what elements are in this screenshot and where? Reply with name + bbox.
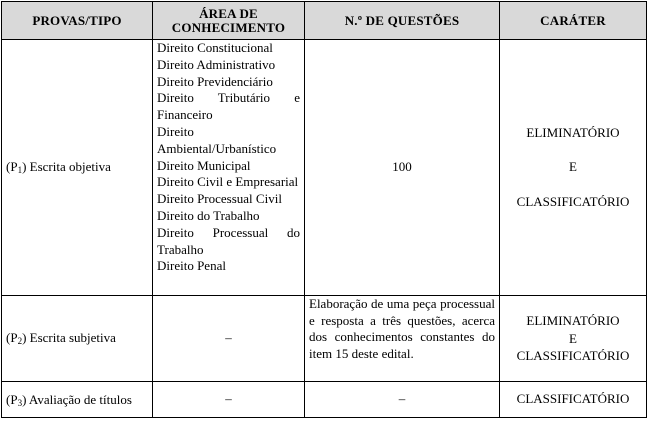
area-item: Direito Ambiental/Urbanístico <box>157 123 277 156</box>
exam-table <box>1 1 647 418</box>
row3-carater <box>500 382 647 418</box>
area-item: Direito Municipal <box>157 157 251 173</box>
row2-carater <box>500 296 647 382</box>
row2-questoes: Elaboração de uma peça processual e resposta a três questões, acerca dos conhecimentos constantes do item 15 deste edital. <box>305 296 500 382</box>
area-item: Direito Civil e Empresarial <box>157 174 299 190</box>
row1-tipo: $(P_1)$ Escrita objetiva <box>2 40 153 296</box>
carater-line: ELIMINATÓRIO <box>526 313 620 329</box>
area-item: Direito Penal <box>157 258 226 274</box>
table-row <box>2 296 647 382</box>
row3-tipo: $(P_3)$ Avaliação de títulos <box>2 382 153 418</box>
header-row <box>2 2 647 40</box>
area-item: Direito do Trabalho <box>157 207 260 223</box>
header-numero-questoes: N.º DE QUESTÕES <box>305 2 500 40</box>
area-item: Direito Processual do Trabalho <box>157 224 300 257</box>
carater-line: ELIMINATÓRIO <box>526 124 620 140</box>
area-item: Direito Constitucional <box>157 40 273 55</box>
area-item: Direito Administrativo <box>157 56 276 72</box>
table-row <box>2 382 647 418</box>
area-item: Direito Tributário e Financeiro <box>157 90 300 123</box>
carater-line: CLASSIFICATÓRIO <box>516 391 630 407</box>
carater-line: CLASSIFICATÓRIO <box>516 193 630 209</box>
header-area-line2: CONHECIMENTO <box>171 19 286 35</box>
row1-questoes: 100 <box>305 40 500 296</box>
row3-area: – <box>153 382 305 418</box>
header-provas-tipo: PROVAS/TIPO <box>2 2 153 40</box>
row1-carater <box>500 40 647 296</box>
area-item: Direito Processual Civil <box>157 191 282 207</box>
header-carater: CARÁTER <box>500 2 647 40</box>
carater-line: CLASSIFICATÓRIO <box>516 348 630 364</box>
row2-area: – <box>153 296 305 382</box>
row1-area-list <box>153 40 305 296</box>
carater-line: E <box>569 330 577 346</box>
area-item: Direito Previdenciário <box>157 73 273 89</box>
row3-questoes: – <box>305 382 500 418</box>
table-row <box>2 40 647 296</box>
header-area-line1: ÁREA DE <box>199 5 258 21</box>
carater-line: E <box>569 159 577 175</box>
row2-tipo: $(P_2)$ Escrita subjetiva <box>2 296 153 382</box>
header-area-conhecimento <box>153 2 305 40</box>
